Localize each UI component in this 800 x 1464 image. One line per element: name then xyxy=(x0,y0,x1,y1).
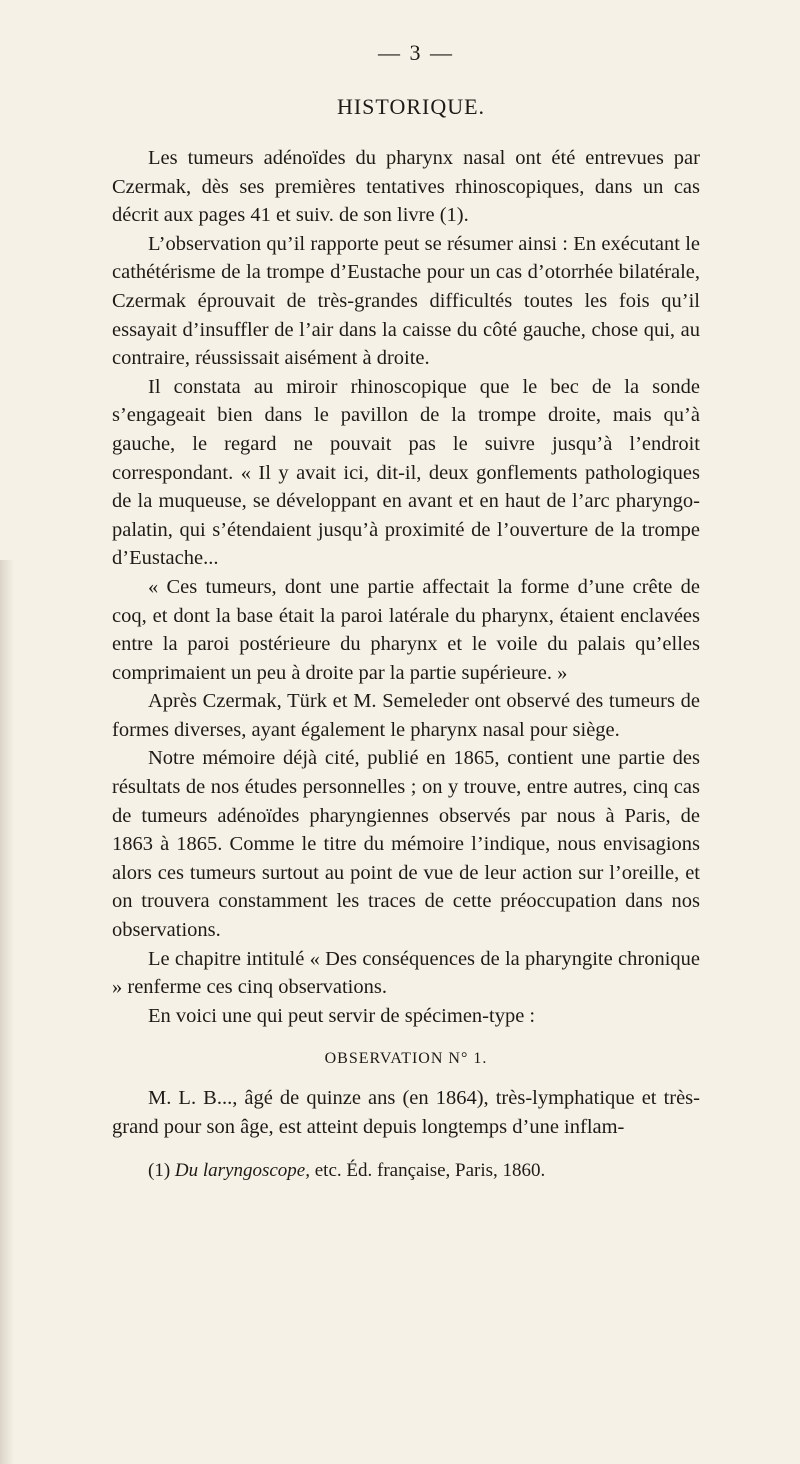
body-text xyxy=(112,144,700,1030)
page-number: — 3 — xyxy=(378,40,454,65)
paragraph-6: Notre mémoire déjà cité, publié en 1865, contient une partie des résultats de nos études personnelles ; on y trouve, entre autres, cinq cas de tumeurs adénoïdes pharyngiennes observés par nous à Paris, de 1863 à 1865. Comme le titre du mémoire l’indique, nous envisagions alors ces tumeurs surtout au point de vue de leur action sur l’oreille, et on trouvera constamment les traces de cette préoccupation dans nos observations. xyxy=(112,747,700,942)
paragraph-4: « Ces tumeurs, dont une partie affectait la forme d’une crête de coq, et dont la base était la paroi latérale du pharynx, étaient enclavées entre la paroi postérieure du pharynx et le voile du palais qu’elles comprimaient un peu à droite par la partie supérieure. » xyxy=(112,575,700,684)
paragraph-8: En voici une qui peut servir de spécimen-type : xyxy=(148,1004,536,1027)
footnote-title: Du laryngoscope, xyxy=(174,1159,310,1181)
footnote-rest: etc. Éd. française, Paris, 1860. xyxy=(314,1159,546,1181)
observation-text xyxy=(112,1084,700,1141)
paragraph-7: Le chapitre intitulé « Des conséquences de la pharyngite chronique » renferme ces cinq observations. xyxy=(112,947,700,999)
footnote xyxy=(112,1158,700,1184)
paragraph-5: Après Czermak, Türk et M. Semeleder ont observé des tumeurs de formes diverses, ayant également le pharynx nasal pour siège. xyxy=(112,690,700,741)
paragraph-3: Il constata au miroir rhinoscopique que le bec de la sonde s’engageait bien dans le pavillon de la trompe droite, mais qu’à gauche, le regard ne pouvait pas le suivre jusqu’à l’endroit correspondant. « Il y avait ici, dit-il, deux gonflements pathologiques de la muqueuse, se développant en avant et en haut de l’arc pharyngo-palatin, qui s’étendaient jusqu’à proximité de l’ouverture de la trompe d’Eustache... xyxy=(112,375,700,570)
paragraph-2: L’observation qu’il rapporte peut se résumer ainsi : En exécutant le cathétérisme de la trompe d’Eustache pour un cas d’otorrhée bilatérale, Czermak éprouvait de très-grandes difficultés toutes les fois qu’il essayait d’insuffler de l’air dans la caisse du côté gauche, chose qui, au contraire, réussissait aisément à droite. xyxy=(112,232,700,370)
observation-paragraph: M. L. B..., âgé de quinze ans (en 1864), très-lymphatique et très-grand pour son âge, est atteint depuis longtemps d’une inflam- xyxy=(112,1087,700,1138)
section-heading: HISTORIQUE. xyxy=(336,94,486,119)
footnote-marker: (1) xyxy=(148,1159,171,1181)
observation-heading: OBSERVATION N° 1. xyxy=(324,1050,488,1068)
paragraph-1: Les tumeurs adénoïdes du pharynx nasal ont été entrevues par Czermak, dès ses premières tentatives rhinoscopiques, dans un cas décrit aux pages 41 et suiv. de son livre (1). xyxy=(112,147,700,227)
